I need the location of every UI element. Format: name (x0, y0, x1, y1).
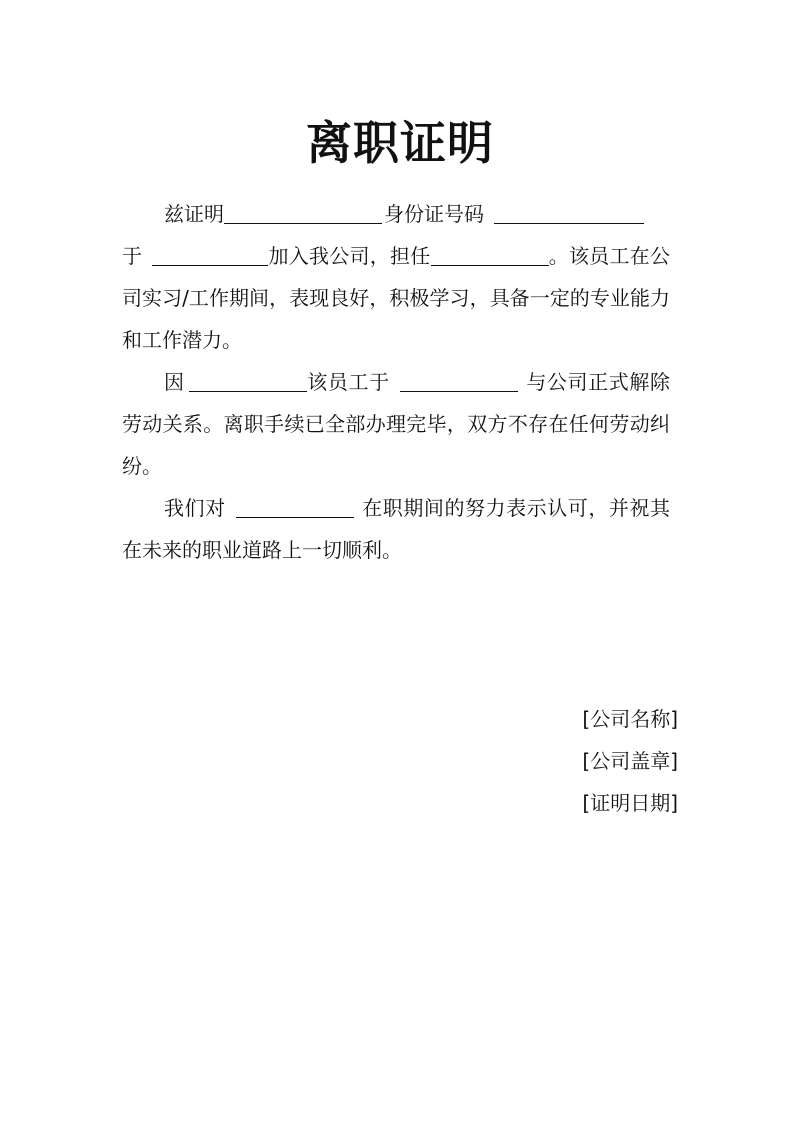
text-because: 因 (164, 370, 185, 394)
text-certify: 兹证明 (164, 202, 224, 226)
document-body (122, 193, 670, 571)
text-employee-on: 该员工于 (306, 370, 390, 394)
blank-leave-date[interactable] (400, 371, 518, 392)
text-wishes: 在职期间的努力表示认可，并祝其在未来的职业道路上一切顺利。 (122, 496, 671, 562)
blank-join-date[interactable] (152, 245, 268, 266)
text-joined-as: 加入我公司，担任 (268, 244, 431, 268)
certificate-date: [证明日期] (582, 791, 678, 815)
company-seal: [公司盖章] (582, 749, 678, 773)
blank-position[interactable] (431, 245, 549, 266)
blank-reason[interactable] (189, 371, 307, 392)
blank-employee-name-2[interactable] (236, 497, 354, 518)
text-we: 我们对 (164, 496, 226, 520)
paragraph-wishes (122, 487, 670, 571)
text-id-number: 身份证号码 (384, 202, 484, 226)
paragraph-termination (122, 361, 670, 487)
blank-id-number[interactable] (494, 203, 644, 224)
text-on: 于 (122, 244, 143, 268)
company-name: [公司名称] (582, 707, 678, 731)
text-performance: 。该员工在公司实习/工作期间，表现良好，积极学习，具备一定的专业能力和工作潜力。 (122, 244, 670, 352)
document-title: 离职证明 (306, 116, 494, 170)
text-termination: 与公司正式解除劳动关系。离职手续已全部办理完毕，双方不存在任何劳动纠纷。 (122, 370, 671, 478)
signature-block (582, 698, 678, 824)
blank-employee-name[interactable] (224, 203, 382, 224)
paragraph-employment (122, 193, 670, 361)
